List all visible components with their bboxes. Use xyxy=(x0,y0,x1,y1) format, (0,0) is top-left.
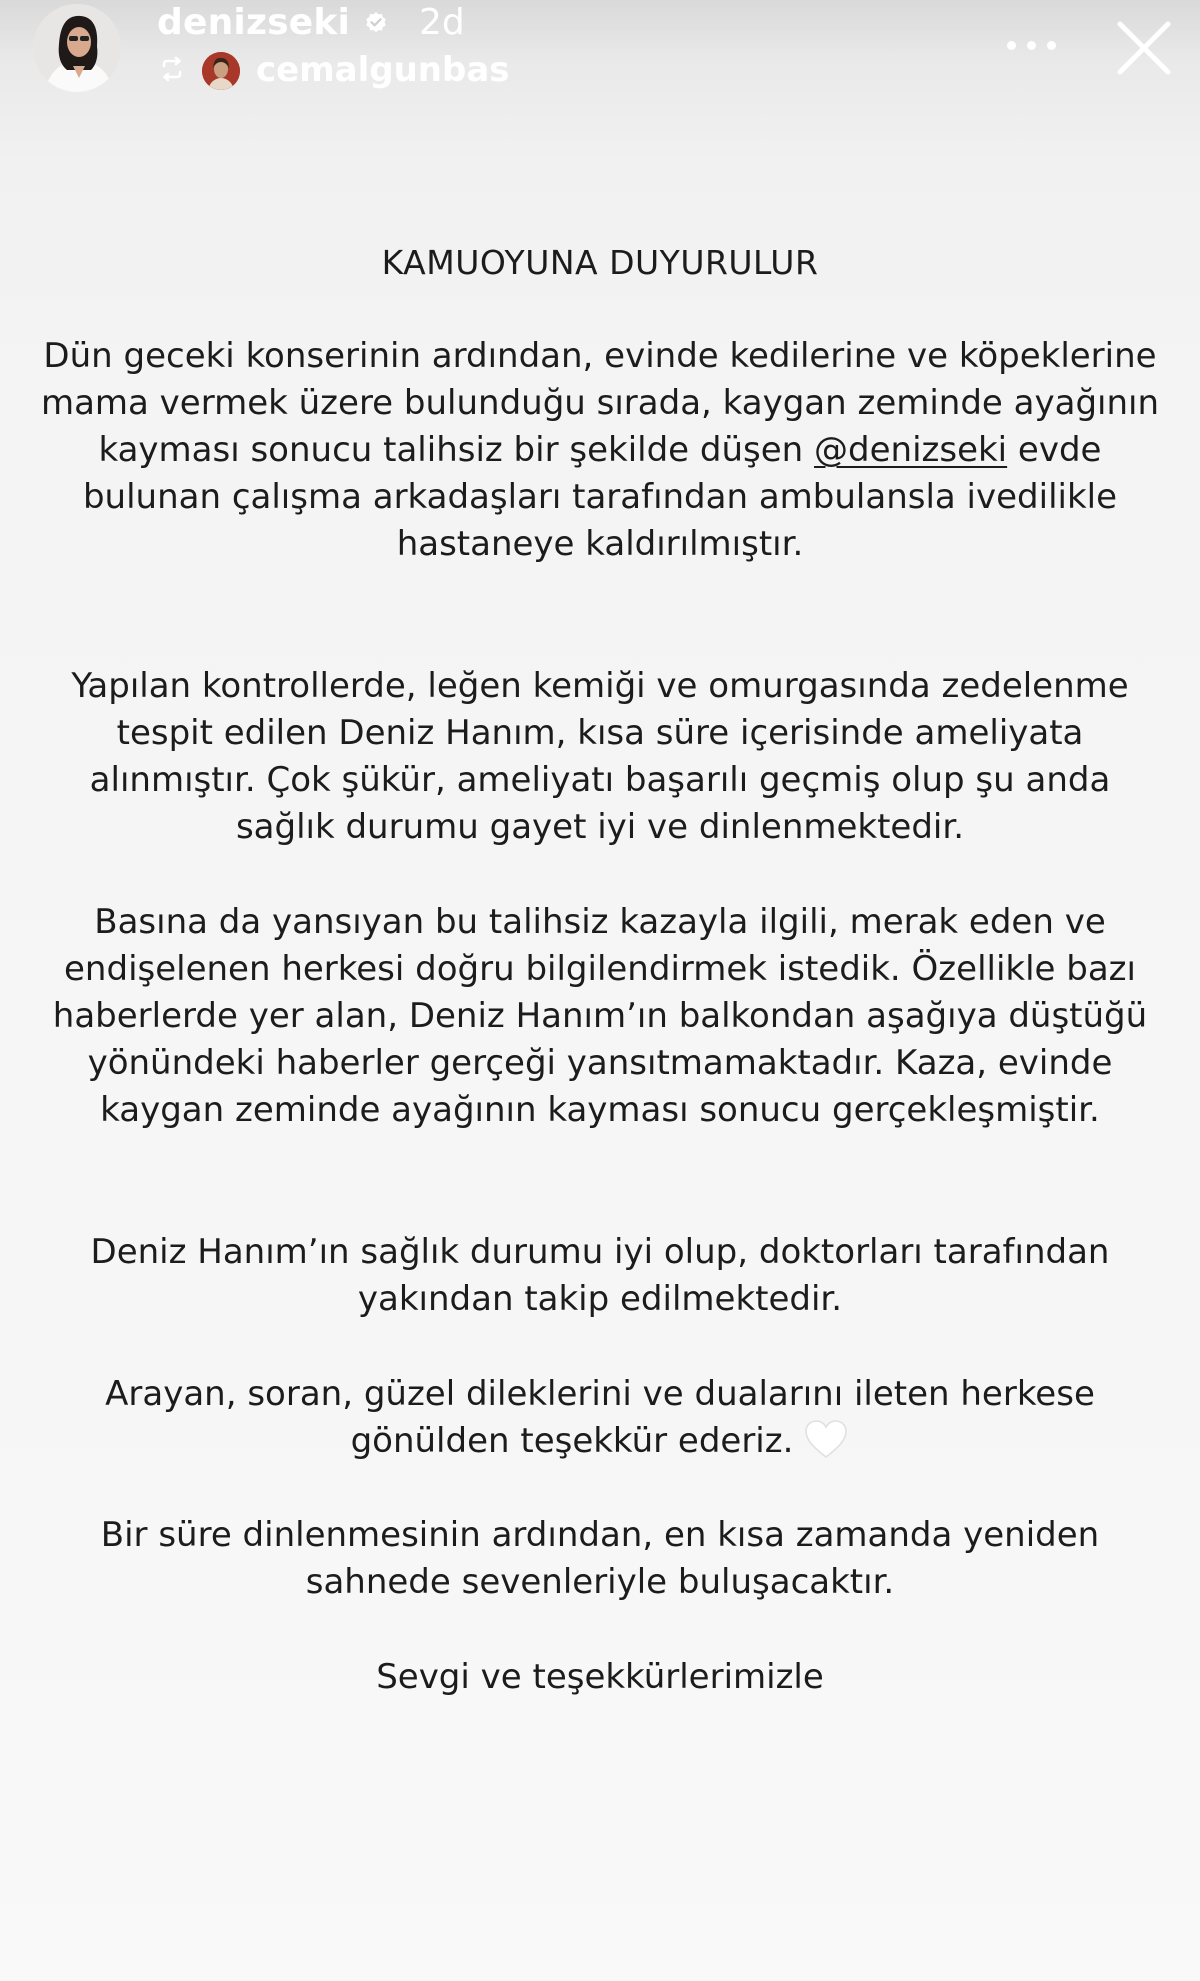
original-author-name[interactable]: cemalgunbas xyxy=(256,50,510,90)
repost-icon xyxy=(158,55,186,83)
profile-avatar[interactable] xyxy=(33,4,121,92)
paragraph-health-status: Deniz Hanım’ın sağlık durumu iyi olup, doktorları tarafından yakından takip edilmektedir. xyxy=(90,1232,1110,1319)
original-author-avatar[interactable] xyxy=(202,52,240,90)
paragraph-clarification: Basına da yansıyan bu talihsiz kazayla ilgili, merak eden ve endişelenen herkesi doğru bilgilendirmek istedik. Özellikle bazı haberlerde yer alan, Deniz Hanım’ın balkondan aşağıya düştüğü yönündeki haberler gerçeği yansıtmamaktadır. Kaza, evinde kaygan zeminde ayağının kayması sonucu gerçekleşmiştir. xyxy=(52,902,1148,1130)
original-author-photo xyxy=(202,52,240,90)
paragraph-return: Bir süre dinlenmesinin ardından, en kısa zamanda yeniden sahnede sevenleriyle buluşacaktır. xyxy=(100,1515,1100,1602)
sign-off: Sevgi ve teşekkürlerimizle xyxy=(376,1657,824,1697)
paragraph-text: Dün geceki konserinin ardından, evinde kedilerine ve köpeklerine mama vermek üzere bulunduğu sırada, kaygan zeminde ayağının kayması sonucu talihsiz bir şekilde düşen xyxy=(40,336,1160,470)
announcement-title: KAMUOYUNA DUYURULUR xyxy=(381,243,819,282)
paragraph-thanks xyxy=(40,1371,1160,1465)
paragraph-accident xyxy=(40,333,1160,568)
more-options-button[interactable] xyxy=(1005,30,1059,60)
post-time: 2d xyxy=(419,2,465,43)
more-horizontal-icon xyxy=(1007,41,1016,50)
close-icon[interactable] xyxy=(1114,18,1174,78)
more-horizontal-icon xyxy=(1047,41,1056,50)
paragraph-surgery: Yapılan kontrollerde, leğen kemiği ve omurgasında zedelenme tespit edilen Deniz Hanım, kısa süre içerisinde ameliyata alınmıştır. Çok şükür, ameliyatı başarılı geçmiş olup şu anda sağlık durumu gayet iyi ve dinlenmektedir. xyxy=(71,666,1129,847)
avatar-photo xyxy=(33,4,121,92)
username[interactable]: denizseki xyxy=(157,2,351,43)
white-heart-icon xyxy=(803,1418,849,1460)
verified-badge-icon xyxy=(364,11,388,35)
paragraph-text: evde bulunan çalışma arkadaşları tarafından ambulansla ivedilikle hastaneye kaldırılmıştır. xyxy=(82,430,1118,564)
paragraph-text: Arayan, soran, güzel dileklerini ve dualarını ileten herkese gönülden teşekkür ederiz. xyxy=(105,1374,1095,1461)
story-header xyxy=(0,0,1200,120)
mention-link[interactable]: @denizseki xyxy=(814,430,1008,470)
more-horizontal-icon xyxy=(1027,41,1036,50)
